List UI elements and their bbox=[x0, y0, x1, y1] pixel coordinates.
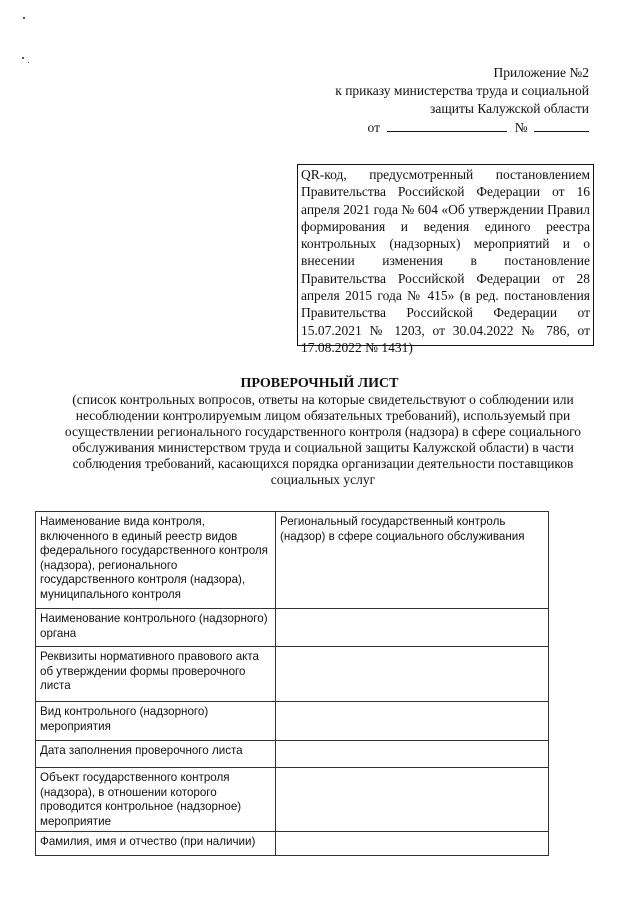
annex-order-ref: к приказу министерства труда и социальной bbox=[335, 83, 589, 98]
scan-dot bbox=[22, 57, 24, 59]
table-row bbox=[36, 702, 549, 741]
number-blank bbox=[534, 118, 589, 132]
date-label: от bbox=[367, 120, 380, 135]
annex-ministry: защиты Калужской области bbox=[430, 101, 589, 116]
annex-date-number-line bbox=[335, 118, 589, 137]
row-label: Наименование контрольного (надзорного) органа bbox=[36, 609, 276, 647]
row-label: Реквизиты нормативного правового акта об утверждении формы проверочного листа bbox=[36, 647, 276, 702]
annex-number: Приложение №2 bbox=[493, 65, 589, 80]
qr-code-note: QR-код, предусмотренный постановлением Правительства Российской Федерации от 16 апреля 2021 года № 604 «Об утверждении Правил формирования и ведения единого реестра контрольных (надзорных) мероприятий и о внесении изменения в постановление Правительства Российской Федерации от 28 апреля 2015 года № 415» (в ред. постановления Правительства Российской Федерации от 15.07.2021 № 1203, от 30.04.2022 № 786, от 17.08.2022 № 1431) bbox=[297, 164, 594, 346]
row-value bbox=[276, 768, 549, 832]
table-row bbox=[36, 741, 549, 768]
row-value bbox=[276, 647, 549, 702]
table-row bbox=[36, 609, 549, 647]
row-value: Региональный государственный контроль (надзор) в сфере социального обслуживания bbox=[276, 512, 549, 609]
table-row bbox=[36, 768, 549, 832]
row-label: Вид контрольного (надзорного) мероприятия bbox=[36, 702, 276, 741]
row-value bbox=[276, 741, 549, 768]
checklist-info-table bbox=[35, 511, 549, 856]
row-label: Наименование вида контроля, включенного в единый реестр видов федерального государственного контроля (надзора), регионального государственного контроля (надзора), муниципального контроля bbox=[36, 512, 276, 609]
row-label: Дата заполнения проверочного листа bbox=[36, 741, 276, 768]
scan-dot bbox=[28, 62, 29, 63]
table-row bbox=[36, 512, 549, 609]
document-title: ПРОВЕРОЧНЫЙ ЛИСТ bbox=[240, 376, 399, 391]
document-subtitle: (список контрольных вопросов, ответы на которые свидетельствуют о соблюдении или несоблюдении контролируемым лицом обязательных требований), используемый при осуществлении регионального государственного контроля (надзора) в сфере социального обслуживания министерством труда и социальной защиты Калужской области) в части соблюдения требований, касающихся порядка организации деятельности поставщиков социальных услуг bbox=[64, 392, 582, 487]
row-value bbox=[276, 609, 549, 647]
row-value bbox=[276, 702, 549, 741]
row-label: Фамилия, имя и отчество (при наличии) bbox=[36, 832, 276, 856]
table-row bbox=[36, 832, 549, 856]
scan-dot bbox=[23, 17, 25, 19]
row-label: Объект государственного контроля (надзора), в отношении которого проводится контрольное (надзорное) мероприятие bbox=[36, 768, 276, 832]
annex-header bbox=[335, 64, 589, 137]
number-label: № bbox=[514, 120, 528, 135]
date-blank bbox=[387, 118, 507, 132]
row-value bbox=[276, 832, 549, 856]
table-row bbox=[36, 647, 549, 702]
